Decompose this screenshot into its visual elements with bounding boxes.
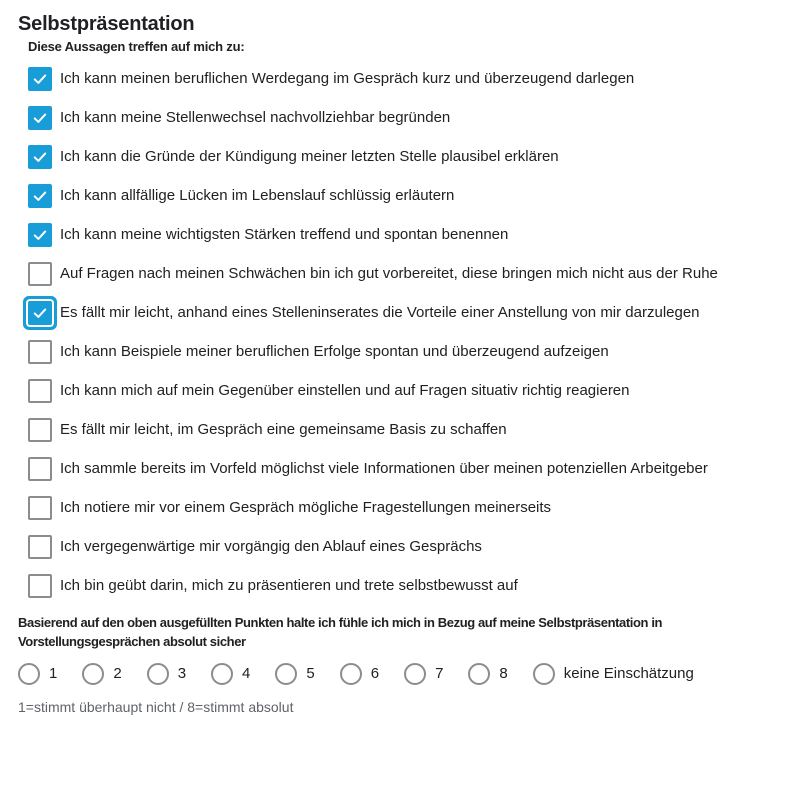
checkmark-icon: [31, 70, 49, 88]
rating-option[interactable]: [275, 663, 314, 685]
checklist-item: [28, 262, 771, 286]
checklist-item-label: Auf Fragen nach meinen Schwächen bin ich gut vorbereitet, diese bringen mich nicht aus der Ruhe: [60, 265, 718, 282]
checklist-item-label: Ich kann meine wichtigsten Stärken treffend und spontan benennen: [60, 226, 509, 243]
checklist-item-label: Ich sammle bereits im Vorfeld möglichst viele Informationen über meinen potenziellen Arbeitgeber: [60, 460, 708, 477]
checklist-item-label: Ich kann Beispiele meiner beruflichen Erfolge spontan und überzeugend aufzeigen: [60, 343, 609, 360]
rating-option[interactable]: [82, 663, 121, 685]
checklist-item: [28, 223, 771, 247]
checklist-item-label: Ich kann allfällige Lücken im Lebenslauf schlüssig erläutern: [60, 187, 455, 204]
checkmark-icon: [31, 187, 49, 205]
rating-option-label: 8: [499, 665, 508, 682]
radio-button[interactable]: [82, 663, 104, 685]
rating-question-label: Basierend auf den oben ausgefüllten Punkten halte ich fühle ich mich in Bezug auf meine Selbstpräsentation in Vorstellungsgesprächen absolut sicher: [18, 615, 663, 649]
checklist-item: [28, 574, 771, 598]
rating-option[interactable]: [404, 663, 443, 685]
checklist-item-label: Es fällt mir leicht, anhand eines Stelleninserates die Vorteile einer Anstellung von mir darzulegen: [60, 304, 700, 321]
rating-option-label: keine Einschätzung: [563, 665, 694, 682]
checkbox[interactable]: [28, 223, 52, 247]
checklist-item: [28, 418, 771, 442]
checklist-item: [28, 535, 771, 559]
radio-button[interactable]: [404, 663, 426, 685]
checklist-item-label: Ich bin geübt darin, mich zu präsentieren und trete selbstbewusst auf: [60, 577, 518, 594]
rating-option[interactable]: [468, 663, 507, 685]
rating-option-label: 3: [177, 665, 187, 682]
checklist-item-label: Ich kann die Gründe der Kündigung meiner letzten Stelle plausibel erklären: [60, 148, 559, 165]
radio-button[interactable]: [275, 663, 297, 685]
checkbox[interactable]: [28, 574, 52, 598]
rating-option-label: 4: [242, 665, 251, 682]
rating-option-label: 6: [370, 665, 380, 682]
checkbox[interactable]: [28, 496, 52, 520]
checkbox[interactable]: [28, 418, 52, 442]
checklist-item: [28, 184, 771, 208]
checkbox[interactable]: [28, 106, 52, 130]
rating-option[interactable]: [211, 663, 250, 685]
checklist-item: [28, 457, 771, 481]
checklist-item: [28, 106, 771, 130]
section-subtitle: Diese Aussagen treffen auf mich zu:: [28, 39, 245, 54]
checklist-item: [28, 496, 771, 520]
radio-button[interactable]: [211, 663, 233, 685]
checkbox[interactable]: [28, 184, 52, 208]
rating-option[interactable]: [18, 663, 57, 685]
page-title: Selbstpräsentation: [18, 13, 195, 35]
checklist-item: [28, 67, 771, 91]
checkbox[interactable]: [28, 379, 52, 403]
checklist-item: [28, 340, 771, 364]
radio-button[interactable]: [18, 663, 40, 685]
checkbox[interactable]: [28, 262, 52, 286]
checklist-item-label: Es fällt mir leicht, im Gespräch eine gemeinsame Basis zu schaffen: [60, 421, 507, 438]
rating-option-label: 2: [113, 665, 122, 682]
rating-options-group: [18, 663, 771, 685]
checkmark-icon: [31, 304, 49, 322]
radio-button[interactable]: [147, 663, 169, 685]
checklist-item: [28, 145, 771, 169]
checklist-item-label: Ich notiere mir vor einem Gespräch mögliche Fragestellungen meinerseits: [60, 499, 552, 516]
radio-button[interactable]: [340, 663, 362, 685]
checkbox[interactable]: [28, 67, 52, 91]
rating-option[interactable]: [147, 663, 186, 685]
checklist-item-label: Ich vergegenwärtige mir vorgängig den Ablauf eines Gesprächs: [60, 538, 482, 555]
rating-option-label: 5: [306, 665, 315, 682]
checkmark-icon: [31, 226, 49, 244]
radio-button[interactable]: [468, 663, 490, 685]
statements-checklist: [28, 67, 771, 598]
checklist-item-label: Ich kann meine Stellenwechsel nachvollziehbar begründen: [60, 109, 451, 126]
checklist-item: [28, 301, 771, 325]
checkbox[interactable]: [28, 535, 52, 559]
checkbox[interactable]: [28, 301, 52, 325]
checklist-item-label: Ich kann meinen beruflichen Werdegang im Gespräch kurz und überzeugend darlegen: [60, 70, 635, 87]
checkbox[interactable]: [28, 340, 52, 364]
checkbox[interactable]: [28, 145, 52, 169]
checklist-item-label: Ich kann mich auf mein Gegenüber einstellen und auf Fragen situativ richtig reagieren: [60, 382, 630, 399]
rating-option[interactable]: [533, 663, 694, 685]
scale-hint: 1=stimmt überhaupt nicht / 8=stimmt absolut: [18, 699, 294, 715]
rating-option-label: 1: [49, 665, 58, 682]
rating-option-label: 7: [435, 665, 444, 682]
checkmark-icon: [31, 109, 49, 127]
radio-button[interactable]: [533, 663, 555, 685]
checkmark-icon: [31, 148, 49, 166]
checkbox[interactable]: [28, 457, 52, 481]
checklist-item: [28, 379, 771, 403]
rating-option[interactable]: [340, 663, 379, 685]
